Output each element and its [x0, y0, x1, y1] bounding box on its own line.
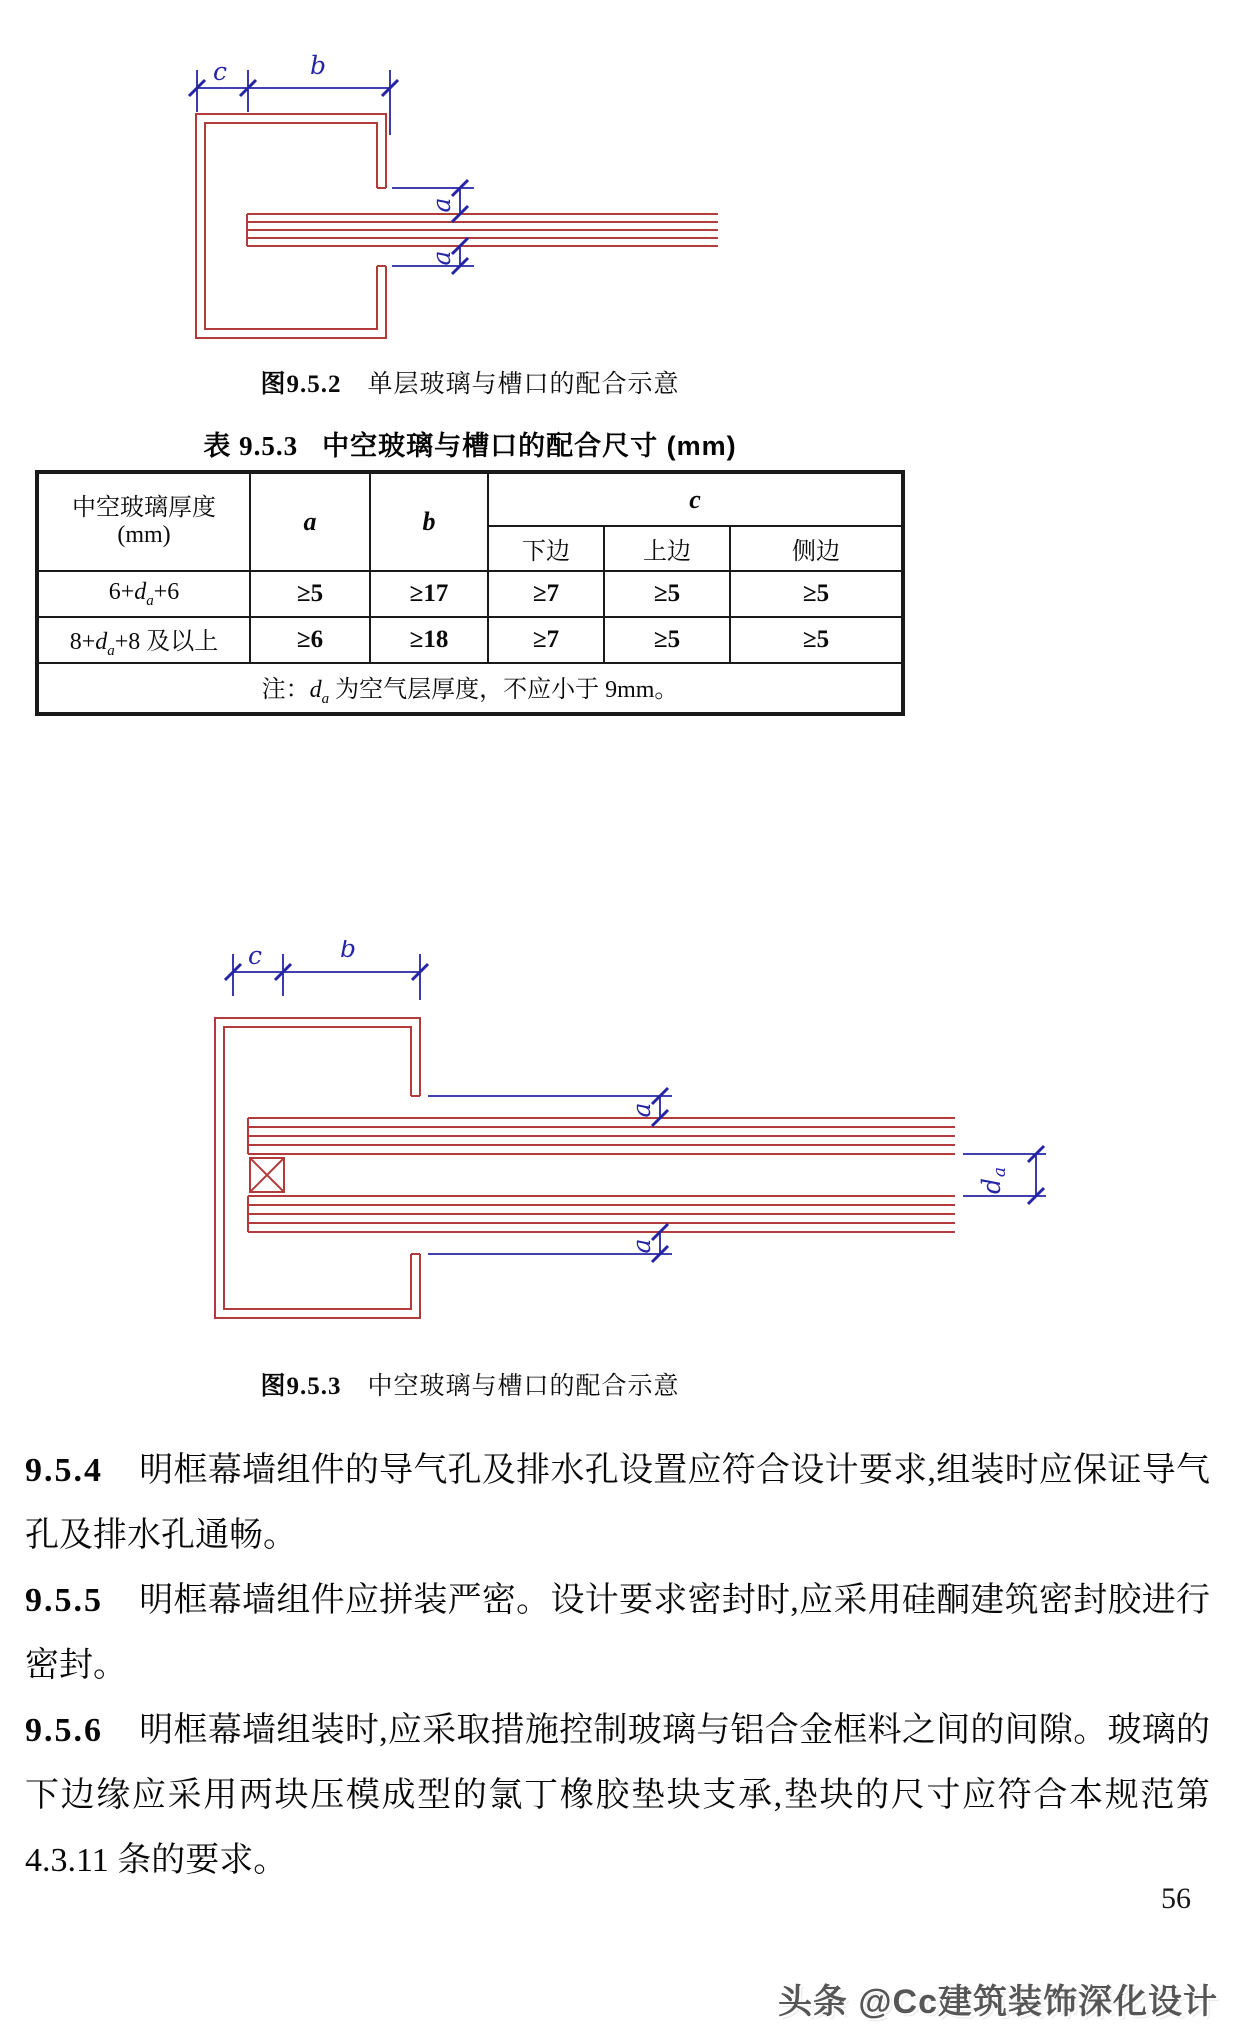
table-row: [37, 617, 903, 663]
dimension-a-bottom: [392, 238, 474, 274]
cell-b: ≥17: [370, 571, 488, 617]
dim-label-a-bottom: a: [427, 250, 456, 266]
glass-pane-upper: [248, 1118, 955, 1154]
dim-label-d-sub: a: [990, 1166, 1010, 1178]
dim-label-b: b: [340, 940, 357, 963]
body-text: [25, 1438, 1210, 1893]
clause-number: 9.5.5: [25, 1582, 103, 1619]
dim-label-d: d: [977, 1177, 1006, 1195]
dimension-a-top: [392, 180, 474, 222]
clause-text: 明框幕墙组装时,应采取措施控制玻璃与铝合金框料之间的间隙。玻璃的下边缘应采用两块压模成型的氯丁橡胶垫块支承,垫块的尺寸应符合本规范第 4.3.11 条的要求。: [25, 1712, 1210, 1879]
clause-9-5-4: [25, 1438, 1210, 1568]
table-title-text: 中空玻璃与槽口的配合尺寸 (mm): [322, 431, 737, 461]
clause-9-5-6: [25, 1698, 1210, 1893]
table-9-5-3: [35, 470, 905, 716]
table-note: 注：$d_a$ 为空气层厚度，不应小于 9mm。: [37, 663, 903, 714]
dim-label-a-top: a: [627, 1102, 656, 1118]
page-number: 56: [1161, 1882, 1191, 1915]
dim-label-a-top: a: [427, 197, 456, 213]
header-c-bottom: 下边: [488, 526, 604, 571]
clause-number: 9.5.4: [25, 1452, 103, 1489]
clause-text: 明框幕墙组件应拼装严密。设计要求密封时,应采用硅酮建筑密封胶进行密封。: [25, 1582, 1210, 1684]
figure-9-5-3-caption: [35, 1372, 905, 1402]
header-a: a: [250, 472, 370, 571]
frame-profile: [215, 1018, 420, 1318]
dim-label-b: b: [310, 51, 327, 80]
table-9-5-3-title: [35, 424, 905, 463]
frame-profile: [196, 114, 386, 338]
figure-caption-text: 单层玻璃与槽口的配合示意: [367, 371, 680, 398]
header-c-top: 上边: [604, 526, 730, 571]
cell-c-top: ≥5: [604, 571, 730, 617]
dimension-a-bottom: [428, 1224, 672, 1262]
dim-label-a-bottom: a: [627, 1238, 656, 1254]
figure-9-5-3-diagram: [150, 940, 1110, 1340]
clause-9-5-5: [25, 1568, 1210, 1698]
dimension-a-top: [428, 1088, 672, 1126]
header-c-side: 侧边: [730, 526, 903, 571]
figure-number: 图9.5.2: [260, 371, 342, 398]
table-note-row: [37, 663, 903, 714]
header-c: c: [488, 472, 903, 526]
cell-a: ≥6: [250, 617, 370, 663]
cell-thickness: $8+d_a+8$ 及以上: [37, 617, 250, 663]
dim-label-c: c: [248, 941, 263, 970]
cell-c-bottom: ≥7: [488, 571, 604, 617]
cell-c-side: ≥5: [730, 571, 903, 617]
spacer-box: [250, 1158, 284, 1192]
cell-thickness: $6+d_a+6$: [37, 571, 250, 617]
dim-label-c: c: [213, 57, 228, 86]
dimension-cb: [225, 940, 428, 1000]
cell-c-side: ≥5: [730, 617, 903, 663]
header-b: b: [370, 472, 488, 571]
dimension-da: [963, 1146, 1046, 1204]
table-number: 表 9.5.3: [203, 431, 299, 461]
cell-c-top: ≥5: [604, 617, 730, 663]
figure-9-5-2-diagram: [140, 50, 760, 370]
clause-number: 9.5.6: [25, 1712, 103, 1749]
figure-number: 图9.5.3: [260, 1373, 342, 1400]
cell-b: ≥18: [370, 617, 488, 663]
clause-text: 明框幕墙组件的导气孔及排水孔设置应符合设计要求,组装时应保证导气孔及排水孔通畅。: [25, 1452, 1210, 1554]
glass-pane-lower: [248, 1196, 955, 1232]
figure-caption-text: 中空玻璃与槽口的配合示意: [367, 1373, 680, 1400]
header-thickness: 中空玻璃厚度 (mm): [37, 472, 250, 571]
figure-9-5-2-caption: [35, 370, 905, 400]
glass-pane-lines: [247, 214, 718, 246]
table-row: [37, 571, 903, 617]
cell-c-bottom: ≥7: [488, 617, 604, 663]
watermark: 头条 @Cc建筑装饰深化设计: [777, 1983, 1218, 2021]
cell-a: ≥5: [250, 571, 370, 617]
